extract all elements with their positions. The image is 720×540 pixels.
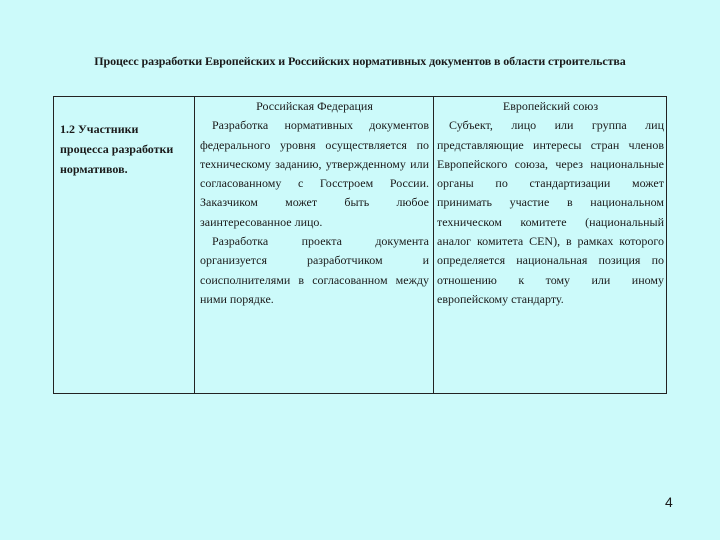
eu-cell: [437, 97, 664, 309]
russia-heading: Российская Федерация: [256, 99, 373, 113]
russia-cell: [200, 97, 429, 309]
column-divider: [433, 97, 434, 393]
slide-title: Процесс разработки Европейских и Российских нормативных документов в области строительства: [94, 54, 626, 68]
page-number: 4: [665, 494, 673, 510]
russia-paragraph: Разработка нормативных документов федерального уровня осуществляется по техническому заданию, утвержденному или согласованному с Госстроем России. Заказчиком может быть любое заинтересованное лицо.: [200, 118, 429, 229]
row-label-cell: [60, 119, 190, 179]
eu-paragraph: Субъект, лицо или группа лиц представляющие интересы стран членов Европейского союза, через национальные органы по стандартизации может принимать участие в национальном техническом комитете (национальный аналог комитета CEN), в рамках которого определяется национальная позиция по отношению к тому или иному европейскому стандарту.: [437, 118, 664, 306]
comparison-table: [53, 96, 667, 394]
eu-heading: Европейский союз: [502, 99, 599, 113]
column-divider: [194, 97, 195, 393]
russia-paragraph: Разработка проекта документа организуется разработчиком и соисполнителями в согласованном между ними порядке.: [200, 234, 429, 306]
row-label: 1.2 Участники процесса разработки нормативов.: [60, 122, 174, 176]
